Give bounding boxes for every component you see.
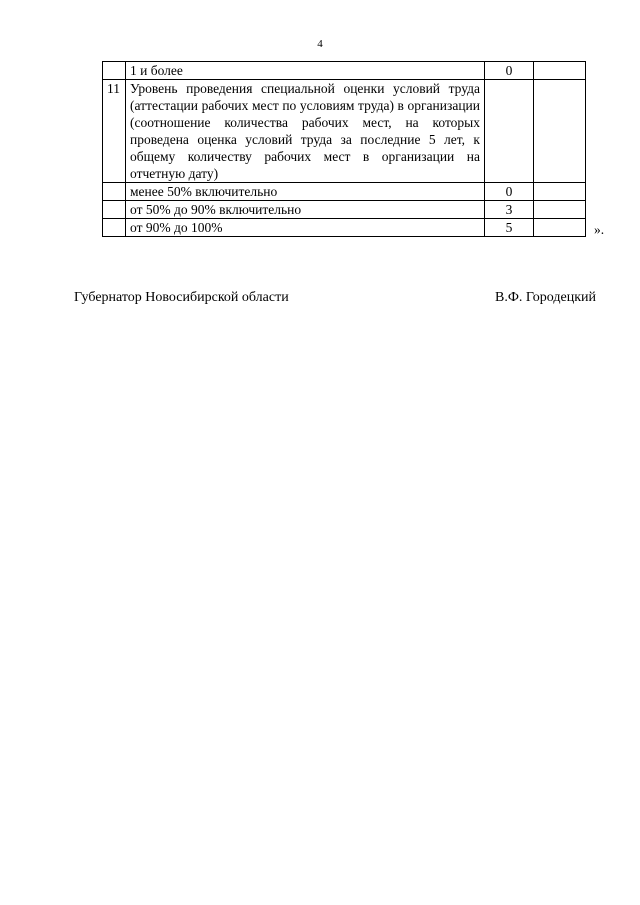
row-number-cell: [103, 201, 126, 219]
table-row: [103, 80, 586, 183]
row-number-cell: [103, 62, 126, 80]
table-row: [103, 62, 586, 80]
score-cell: 0: [485, 62, 534, 80]
criteria-text-cell: 1 и более: [126, 62, 485, 80]
signatory-title: Губернатор Новосибирской области: [74, 290, 289, 305]
row-number-cell: 11: [103, 80, 126, 183]
criteria-table: [102, 61, 586, 237]
signatory-name: В.Ф. Городецкий: [495, 290, 596, 305]
table-row: [103, 219, 586, 237]
score-cell: 0: [485, 183, 534, 201]
score-cell: 3: [485, 201, 534, 219]
empty-cell: [534, 183, 586, 201]
page-number: 4: [317, 38, 323, 50]
empty-cell: [534, 201, 586, 219]
empty-cell: [534, 219, 586, 237]
row-number-cell: [103, 183, 126, 201]
closing-quote: ».: [594, 222, 605, 237]
score-cell: 5: [485, 219, 534, 237]
row-number-cell: [103, 219, 126, 237]
criteria-text-cell: от 50% до 90% включительно: [126, 201, 485, 219]
empty-cell: [534, 80, 586, 183]
score-cell: [485, 80, 534, 183]
empty-cell: [534, 62, 586, 80]
criteria-text-cell: менее 50% включительно: [126, 183, 485, 201]
criteria-text-cell: от 90% до 100%: [126, 219, 485, 237]
criteria-text-cell: Уровень проведения специальной оценки условий труда (аттестации рабочих мест по условиям труда) в организации (соотношение количества рабочих мест, на которых проведена оценка условий труда за последние 5 лет, к общему количеству рабочих мест в организации на отчетную дату): [126, 80, 485, 183]
table-row: [103, 183, 586, 201]
table-row: [103, 201, 586, 219]
